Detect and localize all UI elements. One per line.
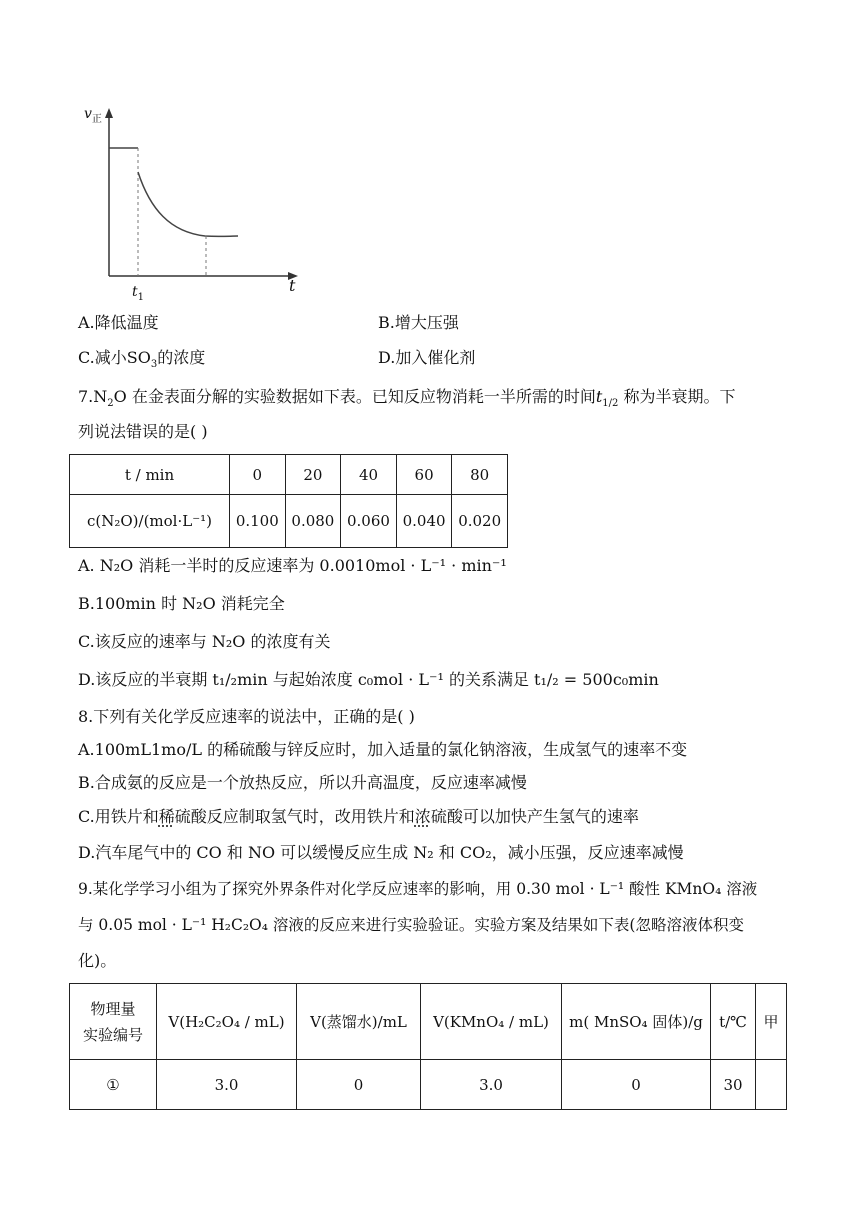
- q9-cell: 0: [297, 1060, 421, 1110]
- q9-cell: 30: [711, 1060, 756, 1110]
- q6-option-c: C.减小$SO_3$的浓度: [78, 348, 206, 371]
- q7-conc-cell: 0.020: [452, 495, 508, 548]
- q7-time-cell: 60: [396, 455, 452, 495]
- q7-conc-cell: 0.040: [396, 495, 452, 548]
- q7-conc-cell: 0.100: [230, 495, 286, 548]
- q7-conc-cell: 0.080: [285, 495, 341, 548]
- q6-option-b: B.增大压强: [378, 313, 459, 332]
- q8-option-b: B.合成氨的反应是一个放热反应，所以升高温度，反应速率减慢: [78, 773, 527, 792]
- q8-option-a: A.100mL1mo/L 的稀硫酸与锌反应时，加入适量的氯化钠溶液，生成氢气的速率不变: [78, 740, 688, 759]
- q7-time-cell: 40: [341, 455, 397, 495]
- q9-head-mnso4: m( MnSO₄ 固体)/g: [562, 984, 711, 1060]
- q8-option-d: D.汽车尾气中的 CO 和 NO 可以缓慢反应生成 N₂ 和 CO₂，减小压强，反应速率减慢: [78, 843, 684, 862]
- q7-option-a: A. N₂O 消耗一半时的反应速率为 0.0010mol · L⁻¹ · min⁻¹: [78, 556, 507, 575]
- q7-option-c: C.该反应的速率与 N₂O 的浓度有关: [78, 632, 331, 651]
- graph-x-label: t: [289, 276, 296, 295]
- q9-head-h2c2o4: V(H₂C₂O₄ / mL): [157, 984, 297, 1060]
- q7-row1-head: t / min: [70, 455, 230, 495]
- q9-cell: [756, 1060, 787, 1110]
- q8-option-c: C.用铁片和稀硫酸反应制取氢气时，改用铁片和浓硫酸可以加快产生氢气的速率: [78, 807, 639, 826]
- q7-stem: $7.N_2O$ 在金表面分解的实验数据如下表。已知反应物消耗一半所需的时间$t_{1/2}$ 称为半衰期。下: [78, 387, 736, 410]
- q7-table: [69, 454, 508, 548]
- q8-stem: 8.下列有关化学反应速率的说法中，正确的是( ): [78, 707, 415, 726]
- q6-option-d: D.加入催化剂: [378, 348, 476, 367]
- q7-time-cell: 0: [230, 455, 286, 495]
- q7-option-d: D.该反应的半衰期 t₁/₂min 与起始浓度 c₀mol · L⁻¹ 的关系满足 t₁/₂ = 500c₀min: [78, 670, 659, 689]
- q9-stem-line2: 与 0.05 mol · L⁻¹ H₂C₂O₄ 溶液的反应来进行实验验证。实验方案及结果如下表(忽略溶液体积变: [78, 916, 744, 934]
- q7-stem-line2: 列说法错误的是( ): [78, 422, 208, 441]
- q9-head-temp: t/℃: [711, 984, 756, 1060]
- graph-t1-label: $t_1$: [132, 284, 145, 303]
- q7-time-cell: 20: [285, 455, 341, 495]
- q9-cell: 3.0: [421, 1060, 562, 1110]
- q7-row2-head: c(N₂O)/(mol·L⁻¹): [70, 495, 230, 548]
- q9-cell: 0: [562, 1060, 711, 1110]
- q9-stem-line3: 化)。: [78, 951, 117, 970]
- q9-table: [69, 983, 787, 1110]
- graph-y-label: $v_正$: [84, 106, 102, 125]
- rate-time-graph: [80, 104, 310, 304]
- q9-head-kmno4: V(KMnO₄ / mL): [421, 984, 562, 1060]
- q9-cell: ①: [70, 1060, 157, 1110]
- q9-stem-line1: 9.某化学学习小组为了探究外界条件对化学反应速率的影响，用 0.30 mol · L⁻¹ 酸性 KMnO₄ 溶液: [78, 880, 758, 898]
- q9-head-water: V(蒸馏水)/mL: [297, 984, 421, 1060]
- q6-option-a: A.降低温度: [78, 313, 159, 332]
- q9-head-jia: 甲: [756, 984, 787, 1060]
- q9-cell: 3.0: [157, 1060, 297, 1110]
- q7-conc-cell: 0.060: [341, 495, 397, 548]
- q9-head-label: 物理量 实验编号: [70, 984, 157, 1060]
- q7-time-cell: 80: [452, 455, 508, 495]
- q7-option-b: B.100min 时 N₂O 消耗完全: [78, 594, 285, 613]
